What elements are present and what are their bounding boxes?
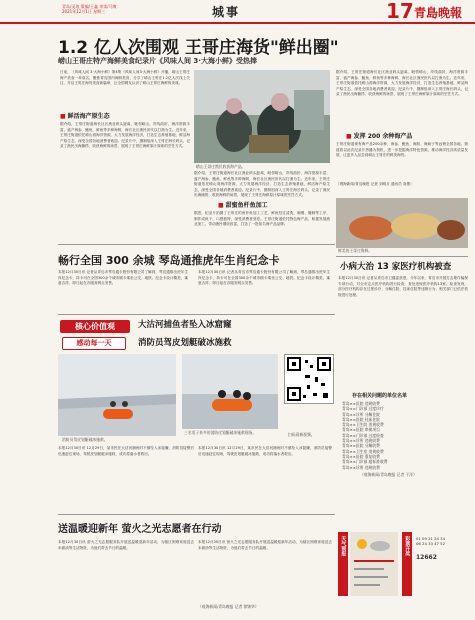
section-3-body: 王哥庄街道现有海产品200余种，海参、鲍鱼、海胆、海蛎子等远销全国各地。街道将以此次纪录片热播为契机，进一步挖掘海洋特色资源，推动海洋经济高质量发展，让更多人品尝到崂山王哥庄的鲜美海货。 bbox=[336, 142, 468, 158]
right-list-title: 存在相关问题的单位名单 bbox=[352, 393, 408, 399]
section-3-title-text: 发挥 200 余种海产品 bbox=[353, 133, 413, 140]
square-bullet-icon: ■ bbox=[60, 113, 66, 120]
story3-photo-center bbox=[182, 354, 278, 429]
story3-headline-line1: 大沽河捕鱼者坠入冰窟窿 bbox=[138, 320, 232, 330]
right-top-photo-caption: 鲜美的王哥庄海鲜。 bbox=[338, 248, 373, 253]
main-continued-body: 据介绍，王哥庄街道海长社区渔业码头距离，毗邻崂山，岸线曲折，海洋资源丰富，盛产海参、鲍鱼、鲜鱼等多种海鲜，海长社区渔民世代以打渔为生。近年来，王哥庄街道依托崂山湾海洋资源，大力发展海洋经济，打造生态养殖基地，鲜活海产原生态，深受全国各地消费者欢迎。纪录片中，摄制组深入王哥庄海长码头，记录了渔民出海捕捞、收获海鲜的场景，展现了王哥庄海鲜原汁原味的烹饪方式。 bbox=[194, 171, 330, 198]
header-credits bbox=[62, 4, 117, 14]
story3-photo-left bbox=[58, 354, 176, 436]
qr-code-caption: 扫码看新视频。 bbox=[288, 432, 315, 437]
hospital-list-item: 青岛××医院 挂床住院 bbox=[342, 416, 380, 422]
hospital-list-item: 青岛××门诊部 超标准收费 bbox=[342, 459, 388, 465]
main-lead: 日前，《风味人间 3·大海小鲜》第4集《风味人间3·大海小鲜》开播，崂山王哥庄海产美食一举成名，聚焦青岛国内海鲜美食，分享了崂山王哥庄1.2亿人次线上关注，开启王哥庄海货美食新篇章，让全国网友认识了崂山王哥庄海鲜的美味。 bbox=[60, 70, 190, 86]
section-2-title-text: 甜蜜鱼杆鱼加工 bbox=[225, 202, 268, 209]
hospital-list-item: 青岛××门诊部 过度诊疗 bbox=[342, 406, 384, 412]
section-2-body: 据悉，纪录片拍摄了王哥庄的鱼杆鱼加工工艺，鲜鱼经过清洗、晾晒、腌制等工序，制作成鱼干，口感独特，深受消费者喜爱。王哥庄街道依托特色海产品，积极发展渔业加工，带动渔民增收致富，打造了一批知名海产品品牌。 bbox=[194, 211, 330, 227]
story2-body-col1: 本报12月30日讯 记者从青岛市琴岛通卡股份有限公司了解到，琴岛通推出虎年生肖纪念卡，持卡可在全国300余个城市刷卡乘坐公交、地铁。纪念卡设计精美，寓意吉祥，即日起在各服务网点发售。 bbox=[58, 270, 188, 286]
lottery-tab bbox=[402, 532, 412, 596]
weather-label: 天气预报 bbox=[340, 536, 347, 556]
right-top-photo-image bbox=[336, 198, 468, 248]
right-top-photo bbox=[336, 198, 468, 248]
hospital-list bbox=[342, 401, 468, 470]
page-number: 17 bbox=[386, 0, 414, 23]
divider bbox=[58, 314, 335, 315]
section-1-title-text: 鲜活海产原生态 bbox=[67, 113, 110, 120]
story4-headline: 送温暖迎新年 萤火之光志愿者在行动 bbox=[58, 524, 222, 535]
story3-photo-center-caption: 三名男子来多的消防皮划艇破冰施救现场。 bbox=[184, 430, 257, 435]
newspaper-logo: 青島晚報 bbox=[414, 6, 463, 20]
main-photo-image bbox=[194, 70, 330, 163]
hospital-list-item: 青岛××医院 分解收费 bbox=[342, 443, 380, 449]
touching-badge: 感动每一天 bbox=[62, 337, 126, 350]
section-2-title bbox=[218, 200, 268, 209]
lottery-line-2: 06 24 33 47 52 bbox=[416, 541, 445, 547]
square-bullet-icon: ■ bbox=[346, 133, 352, 140]
right-list-byline: （观海新闻/青岛晚报 记者 于洋） bbox=[360, 472, 417, 477]
story2-body-col2: 本报12月30日讯 记者从青岛市琴岛通卡股份有限公司了解到，琴岛通推出虎年生肖纪念卡，持卡可在全国300余个城市刷卡乘坐公交、地铁。纪念卡设计精美，寓意吉祥，即日起在各服务网点发售。 bbox=[198, 270, 330, 286]
right-story-headline: 小病大治 13 家医疗机构被查 bbox=[340, 262, 452, 272]
lottery-label: 彩票开奖 bbox=[404, 536, 411, 556]
lottery-numbers bbox=[416, 536, 470, 560]
section-title: 城事 bbox=[212, 5, 241, 19]
divider bbox=[58, 244, 335, 245]
story3-photo-left-image bbox=[58, 354, 176, 436]
lottery-line-3: 12662 bbox=[416, 553, 437, 561]
story3-headline-line2: 消防员驾皮划艇破冰施救 bbox=[138, 338, 232, 348]
hospital-list-item: 青岛××医院 串换项目 bbox=[342, 427, 380, 433]
main-right-body: 据介绍，王哥庄街道海长社区渔业码头距离，毗邻崂山，岸线曲折，海洋资源丰富，盛产海参、鲍鱼、鲜鱼等多种海鲜，海长社区渔民世代以打渔为生。近年来，王哥庄街道依托崂山湾海洋资源，大力发展海洋经济，打造生态养殖基地，鲜活海产原生态，深受全国各地消费者欢迎。纪录片中，摄制组深入王哥庄海长码头，记录了渔民出海捕捞、收获海鲜的场景，展现了王哥庄海鲜原汁原味的烹饪方式。 bbox=[336, 70, 468, 97]
divider bbox=[336, 256, 468, 257]
header-credits-line1: 青岛/灵琅 策编/王鑫 审读/马爽 bbox=[62, 4, 117, 9]
section-1-title bbox=[60, 111, 110, 120]
hospital-list-item: 青岛××卫生院 违规收费 bbox=[342, 422, 384, 428]
core-values-badge: 核心价值观 bbox=[60, 320, 130, 333]
weather-tab bbox=[338, 532, 348, 596]
story3-photo-left-caption: 消防员驾皮划艇破冰施救。 bbox=[62, 437, 108, 442]
main-subheadline: 崂山王哥庄特产海鲜美食纪录片《风味人间 3·大海小鲜》受热捧 bbox=[58, 57, 257, 65]
story4-body-col1: 本报12月30日讯 萤火之光志愿服务队开展送温暖迎新年活动，为辖区困难家庭送去米面油等生活物资，为他们带去节日的温暖。 bbox=[58, 540, 194, 550]
main-photo bbox=[194, 70, 330, 163]
main-photo-caption: 崂山王哥庄渔民收获海产品。 bbox=[196, 164, 246, 169]
story3-body-col2: 本报12月30日讯 12月29日，某市民在大沽河捕鱼时不慎坠入冰窟窿，消防员接警后迅速赶往现场，驾驶皮划艇破冰施救，成功将落水者救出。 bbox=[198, 446, 332, 456]
square-bullet-icon: ■ bbox=[218, 202, 224, 209]
weather-icons bbox=[350, 532, 398, 596]
hospital-list-item: 青岛××门诊部 过度检查 bbox=[342, 432, 384, 438]
hospital-list-item: 青岛××医院 重复收费 bbox=[342, 453, 380, 459]
story2-headline: 畅行全国 300 余城 琴岛通推虎年生肖纪念卡 bbox=[58, 254, 280, 267]
divider bbox=[58, 514, 335, 515]
hospital-list-item: 青岛××医院 违规收费 bbox=[342, 401, 380, 406]
hospital-list-item: 青岛××诊所 违规收费 bbox=[342, 464, 380, 470]
story3-photo-center-image bbox=[182, 354, 278, 429]
qr-code-icon bbox=[285, 355, 333, 403]
section-1-body: 据介绍，王哥庄街道海长社区渔业码头距离，毗邻崂山，岸线曲折，海洋资源丰富，盛产海参、鲍鱼、鲜鱼等多种海鲜，海长社区渔民世代以打渔为生。近年来，王哥庄街道依托崂山湾海洋资源，大力发展海洋经济，打造生态养殖基地，鲜活海产原生态，深受全国各地消费者欢迎。纪录片中，摄制组深入王哥庄海长码头，记录了渔民出海捕捞、收获海鲜的场景，展现了王哥庄海鲜原汁原味的烹饪方式。 bbox=[60, 122, 190, 149]
lottery-line-1: 01 09 21 24 34 bbox=[416, 536, 445, 541]
section-3-title bbox=[346, 131, 412, 140]
header-date: 2021年12月1日 星期三 bbox=[62, 9, 106, 14]
story3-body-col1: 本报12月30日讯 12月29日，某市民在大沽河捕鱼时不慎坠入冰窟窿，消防员接警后迅速赶往现场，驾驶皮划艇破冰施救，成功将落水者救出。 bbox=[58, 446, 194, 456]
right-story-body: 本报12月30日讯 记者从青岛市卫健委获悉，今年以来，青岛市开展打击欺诈骗保专项行动，对全市定点医疗机构进行检查，查处违规医疗机构13家。检查发现，部分医疗机构存在过度诊疗、分解住院、挂床住院等违规行为，相关部门已依法依规进行处理。 bbox=[338, 276, 468, 297]
hospital-list-item: 青岛××卫生室 违规收费 bbox=[342, 448, 384, 454]
hospital-list-item: 青岛××诊所 分解住院 bbox=[342, 411, 380, 417]
hospital-list-item: 青岛××诊所 违规收费 bbox=[342, 438, 380, 444]
story4-byline: （观海新闻/青岛晚报 记者 徐锦华） bbox=[198, 604, 259, 609]
main-byline: （观海新闻/青岛晚报 记者 刘明月 通讯员 高蕾） bbox=[336, 182, 414, 186]
story4-body-col2: 本报12月30日讯 萤火之光志愿服务队开展送温暖迎新年活动，为辖区困难家庭送去米面油等生活物资，为他们带去节日的温暖。 bbox=[198, 540, 332, 550]
main-headline: 1.2 亿人次围观 王哥庄海货"鲜出圈" bbox=[58, 38, 339, 58]
weather-panel bbox=[350, 532, 398, 596]
qr-code[interactable] bbox=[284, 354, 334, 404]
